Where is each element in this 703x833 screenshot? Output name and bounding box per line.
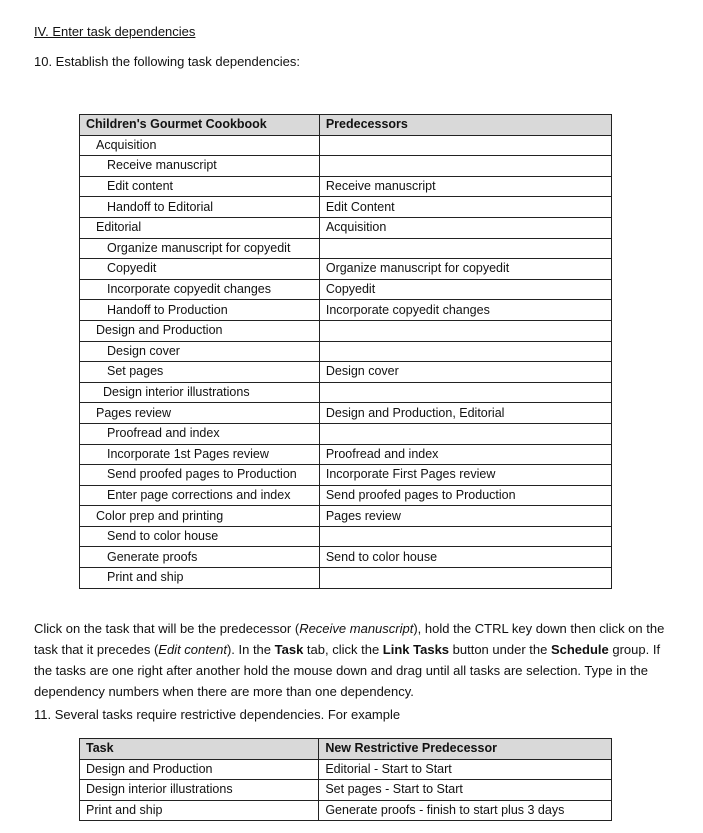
task-name-cell: Design and Production [80, 759, 319, 780]
task-name-cell: Pages review [80, 403, 320, 424]
table-row [80, 362, 612, 383]
predecessor-cell: Send to color house [319, 547, 611, 568]
table-row [80, 135, 612, 156]
predecessor-cell [319, 382, 611, 403]
column-header-task: Task [80, 739, 319, 760]
table-header-row [80, 739, 612, 760]
task-name-cell: Set pages [80, 362, 320, 383]
table-row [80, 156, 612, 177]
task-name-cell: Copyedit [80, 259, 320, 280]
task-name-cell: Design interior illustrations [80, 382, 320, 403]
predecessor-cell [319, 156, 611, 177]
table-row [80, 485, 612, 506]
task-name-cell: Handoff to Production [80, 300, 320, 321]
task-name-cell: Send proofed pages to Production [80, 465, 320, 486]
task-name-cell: Print and ship [80, 800, 319, 821]
predecessor-cell [319, 423, 611, 444]
table-row [80, 403, 612, 424]
task-name-cell: Design interior illustrations [80, 780, 319, 801]
predecessor-cell: Incorporate copyedit changes [319, 300, 611, 321]
table-row [80, 320, 612, 341]
instr-bold-task: Task [274, 642, 304, 657]
task-name-cell: Proofread and index [80, 423, 320, 444]
instr-text: button under the [449, 642, 551, 657]
predecessor-cell: Edit Content [319, 197, 611, 218]
predecessor-cell: Proofread and index [319, 444, 611, 465]
task-name-cell: Send to color house [80, 526, 320, 547]
instr-text: group. If the tasks are one right after another hold the mouse down and drag until all tasks are selection. Type in the dependency numbers when there are more than one dependency. [34, 642, 661, 699]
instr-italic-edit: Edit content [158, 642, 227, 657]
table-row [80, 506, 612, 527]
restrictive-dependencies-table [79, 738, 612, 821]
task-name-cell: Generate proofs [80, 547, 320, 568]
section-heading: IV. Enter task dependencies [34, 24, 196, 39]
predecessor-cell: Copyedit [319, 279, 611, 300]
table-row [80, 423, 612, 444]
table-row [80, 444, 612, 465]
task-name-cell: Organize manuscript for copyedit [80, 238, 320, 259]
dependencies-table [79, 114, 612, 589]
instructions-paragraph [34, 618, 674, 702]
table-row [80, 197, 612, 218]
task-name-cell: Incorporate 1st Pages review [80, 444, 320, 465]
table-row [80, 176, 612, 197]
table-row [80, 300, 612, 321]
restrictive-predecessor-cell: Set pages - Start to Start [319, 780, 612, 801]
step-11-text: 11. Several tasks require restrictive dependencies. For example [34, 707, 401, 722]
instr-italic-receive: Receive manuscript [299, 621, 414, 636]
instr-text: ). In the [226, 642, 275, 657]
table-row [80, 259, 612, 280]
task-name-cell: Design cover [80, 341, 320, 362]
predecessor-cell: Design cover [319, 362, 611, 383]
instr-text: Click on the task that will be the predecessor ( [34, 621, 300, 636]
predecessor-cell: Receive manuscript [319, 176, 611, 197]
task-name-cell: Print and ship [80, 568, 320, 589]
predecessor-cell [319, 341, 611, 362]
table-row [80, 547, 612, 568]
restrictive-predecessor-cell: Generate proofs - finish to start plus 3 days [319, 800, 612, 821]
task-name-cell: Incorporate copyedit changes [80, 279, 320, 300]
task-name-cell: Color prep and printing [80, 506, 320, 527]
predecessor-cell [319, 526, 611, 547]
instr-bold-link-tasks: Link Tasks [382, 642, 450, 657]
task-name-cell: Enter page corrections and index [80, 485, 320, 506]
predecessor-cell [319, 238, 611, 259]
predecessor-cell: Incorporate First Pages review [319, 465, 611, 486]
predecessor-cell: Pages review [319, 506, 611, 527]
table-row [80, 800, 612, 821]
predecessor-cell [319, 320, 611, 341]
column-header-predecessors: Predecessors [319, 115, 611, 136]
task-name-cell: Design and Production [80, 320, 320, 341]
predecessor-cell [319, 568, 611, 589]
restrictive-predecessor-cell: Editorial - Start to Start [319, 759, 612, 780]
task-name-cell: Receive manuscript [80, 156, 320, 177]
predecessor-cell: Organize manuscript for copyedit [319, 259, 611, 280]
instr-text: tab, click the [303, 642, 383, 657]
table-row [80, 217, 612, 238]
column-header-restrictive-predecessor: New Restrictive Predecessor [319, 739, 612, 760]
task-name-cell: Editorial [80, 217, 320, 238]
predecessor-cell: Acquisition [319, 217, 611, 238]
instr-text: ), hold the CTRL key down then click on the task that it precedes ( [34, 621, 665, 657]
predecessor-cell: Design and Production, Editorial [319, 403, 611, 424]
table-row [80, 465, 612, 486]
instr-bold-schedule: Schedule [550, 642, 609, 657]
table-row [80, 526, 612, 547]
predecessor-cell: Send proofed pages to Production [319, 485, 611, 506]
column-header-task: Children's Gourmet Cookbook [80, 115, 320, 136]
table-row [80, 382, 612, 403]
table-row [80, 568, 612, 589]
predecessor-cell [319, 135, 611, 156]
table-row [80, 780, 612, 801]
table-header-row [80, 115, 612, 136]
table-row [80, 238, 612, 259]
table-row [80, 759, 612, 780]
table-row [80, 341, 612, 362]
task-name-cell: Acquisition [80, 135, 320, 156]
task-name-cell: Handoff to Editorial [80, 197, 320, 218]
table-row [80, 279, 612, 300]
task-name-cell: Edit content [80, 176, 320, 197]
step-10-text: 10. Establish the following task dependencies: [34, 54, 300, 69]
